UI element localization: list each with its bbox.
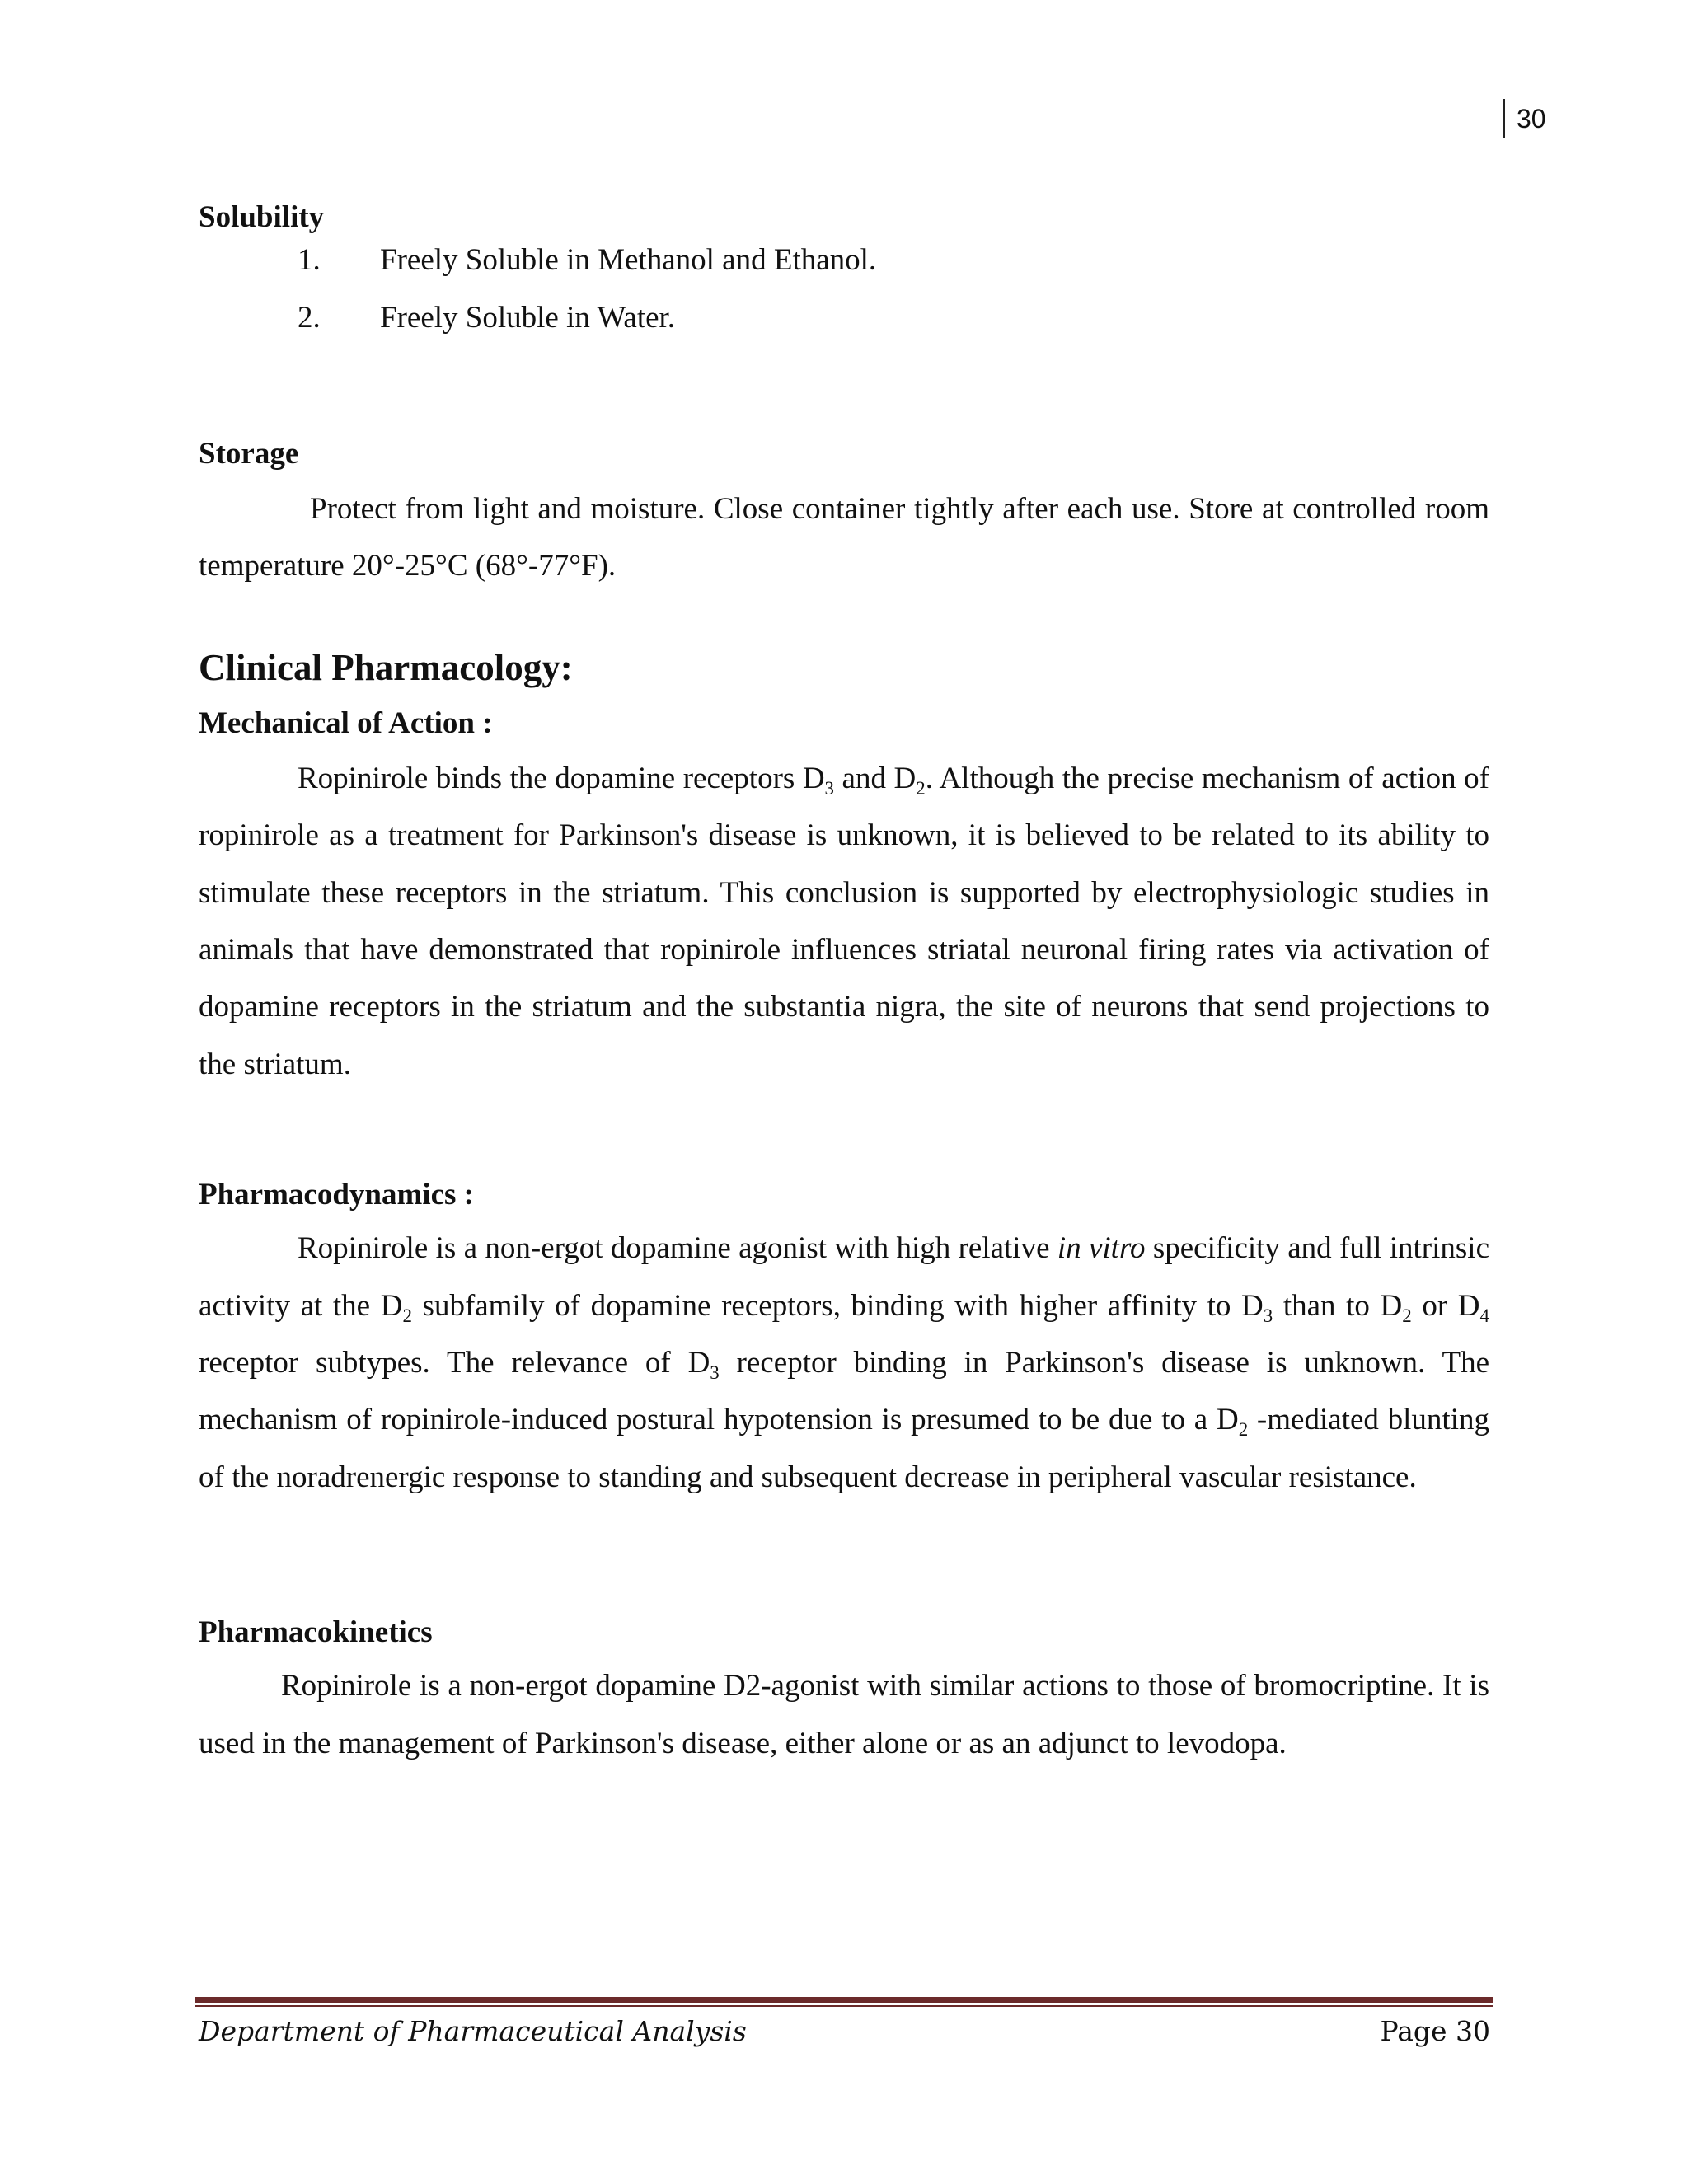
pharmacodynamics-heading: Pharmacodynamics : <box>199 1178 474 1212</box>
list-item <box>199 295 1489 353</box>
pharmacokinetics-paragraph: Ropinirole is a non-ergot dopamine D2-agonist with similar actions to those of bromocriptine. It is used in the management of Parkinson's disease, either alone or as an adjunct to levodopa. <box>199 1669 1489 1760</box>
mechanism-of-action-heading: Mechanical of Action : <box>199 705 493 740</box>
list-item-number: 1. <box>298 243 321 277</box>
solubility-heading: Solubility <box>199 200 325 234</box>
clinical-pharmacology-heading: Clinical Pharmacology: <box>199 646 573 688</box>
list-item <box>199 237 1489 295</box>
footer-page-label: Page 30 <box>1380 2015 1490 2047</box>
list-item-text: Freely Soluble in Methanol and Ethanol. <box>380 243 877 277</box>
storage-paragraph: Protect from light and moisture. Close container tightly after each use. Store at controlled room temperature 20°-25°C (68°-77°F). <box>199 492 1489 583</box>
mechanism-of-action-paragraph: Ropinirole binds the dopamine receptors $D_3$ and $D_2$. Although the precise mechanism of action of ropinirole as a treatment for Parkinson's disease is unknown, it is believed to be related to its ability to stimulate these receptors in the striatum. This conclusion is supported by electrophysiologic studies in animals that have demonstrated that ropinirole influences striatal neuronal firing rates via activation of dopamine receptors in the striatum and the substantia nigra, the site of neurons that send projections to the striatum. <box>199 761 1489 1081</box>
page-body <box>199 198 1489 1772</box>
header-page-number: 30 <box>1503 99 1546 138</box>
footer-department: Department of Pharmaceutical Analysis <box>199 2015 747 2047</box>
pharmacodynamics-paragraph: Ropinirole is a non-ergot dopamine agonist with high relative in vitro specificity and full intrinsic activity at the $D_2$ subfamily of dopamine receptors, binding with higher affinity to $D_3$ than to $D_2$ or $D_4$ receptor subtypes. The relevance of $D_3$ receptor binding in Parkinson's disease is unknown. The mechanism of ropinirole-induced postural hypotension is presumed to be due to a $D_2$ -mediated blunting of the noradrenergic response to standing and subsequent decrease in peripheral vascular resistance. <box>199 1231 1490 1494</box>
footer-divider <box>195 1997 1493 2003</box>
list-item-number: 2. <box>298 301 321 335</box>
list-item-text: Freely Soluble in Water. <box>380 301 676 335</box>
pharmacokinetics-heading: Pharmacokinetics <box>199 1615 433 1650</box>
solubility-list <box>199 237 1489 353</box>
footer-divider-thin <box>195 2005 1493 2007</box>
storage-heading: Storage <box>199 437 299 471</box>
